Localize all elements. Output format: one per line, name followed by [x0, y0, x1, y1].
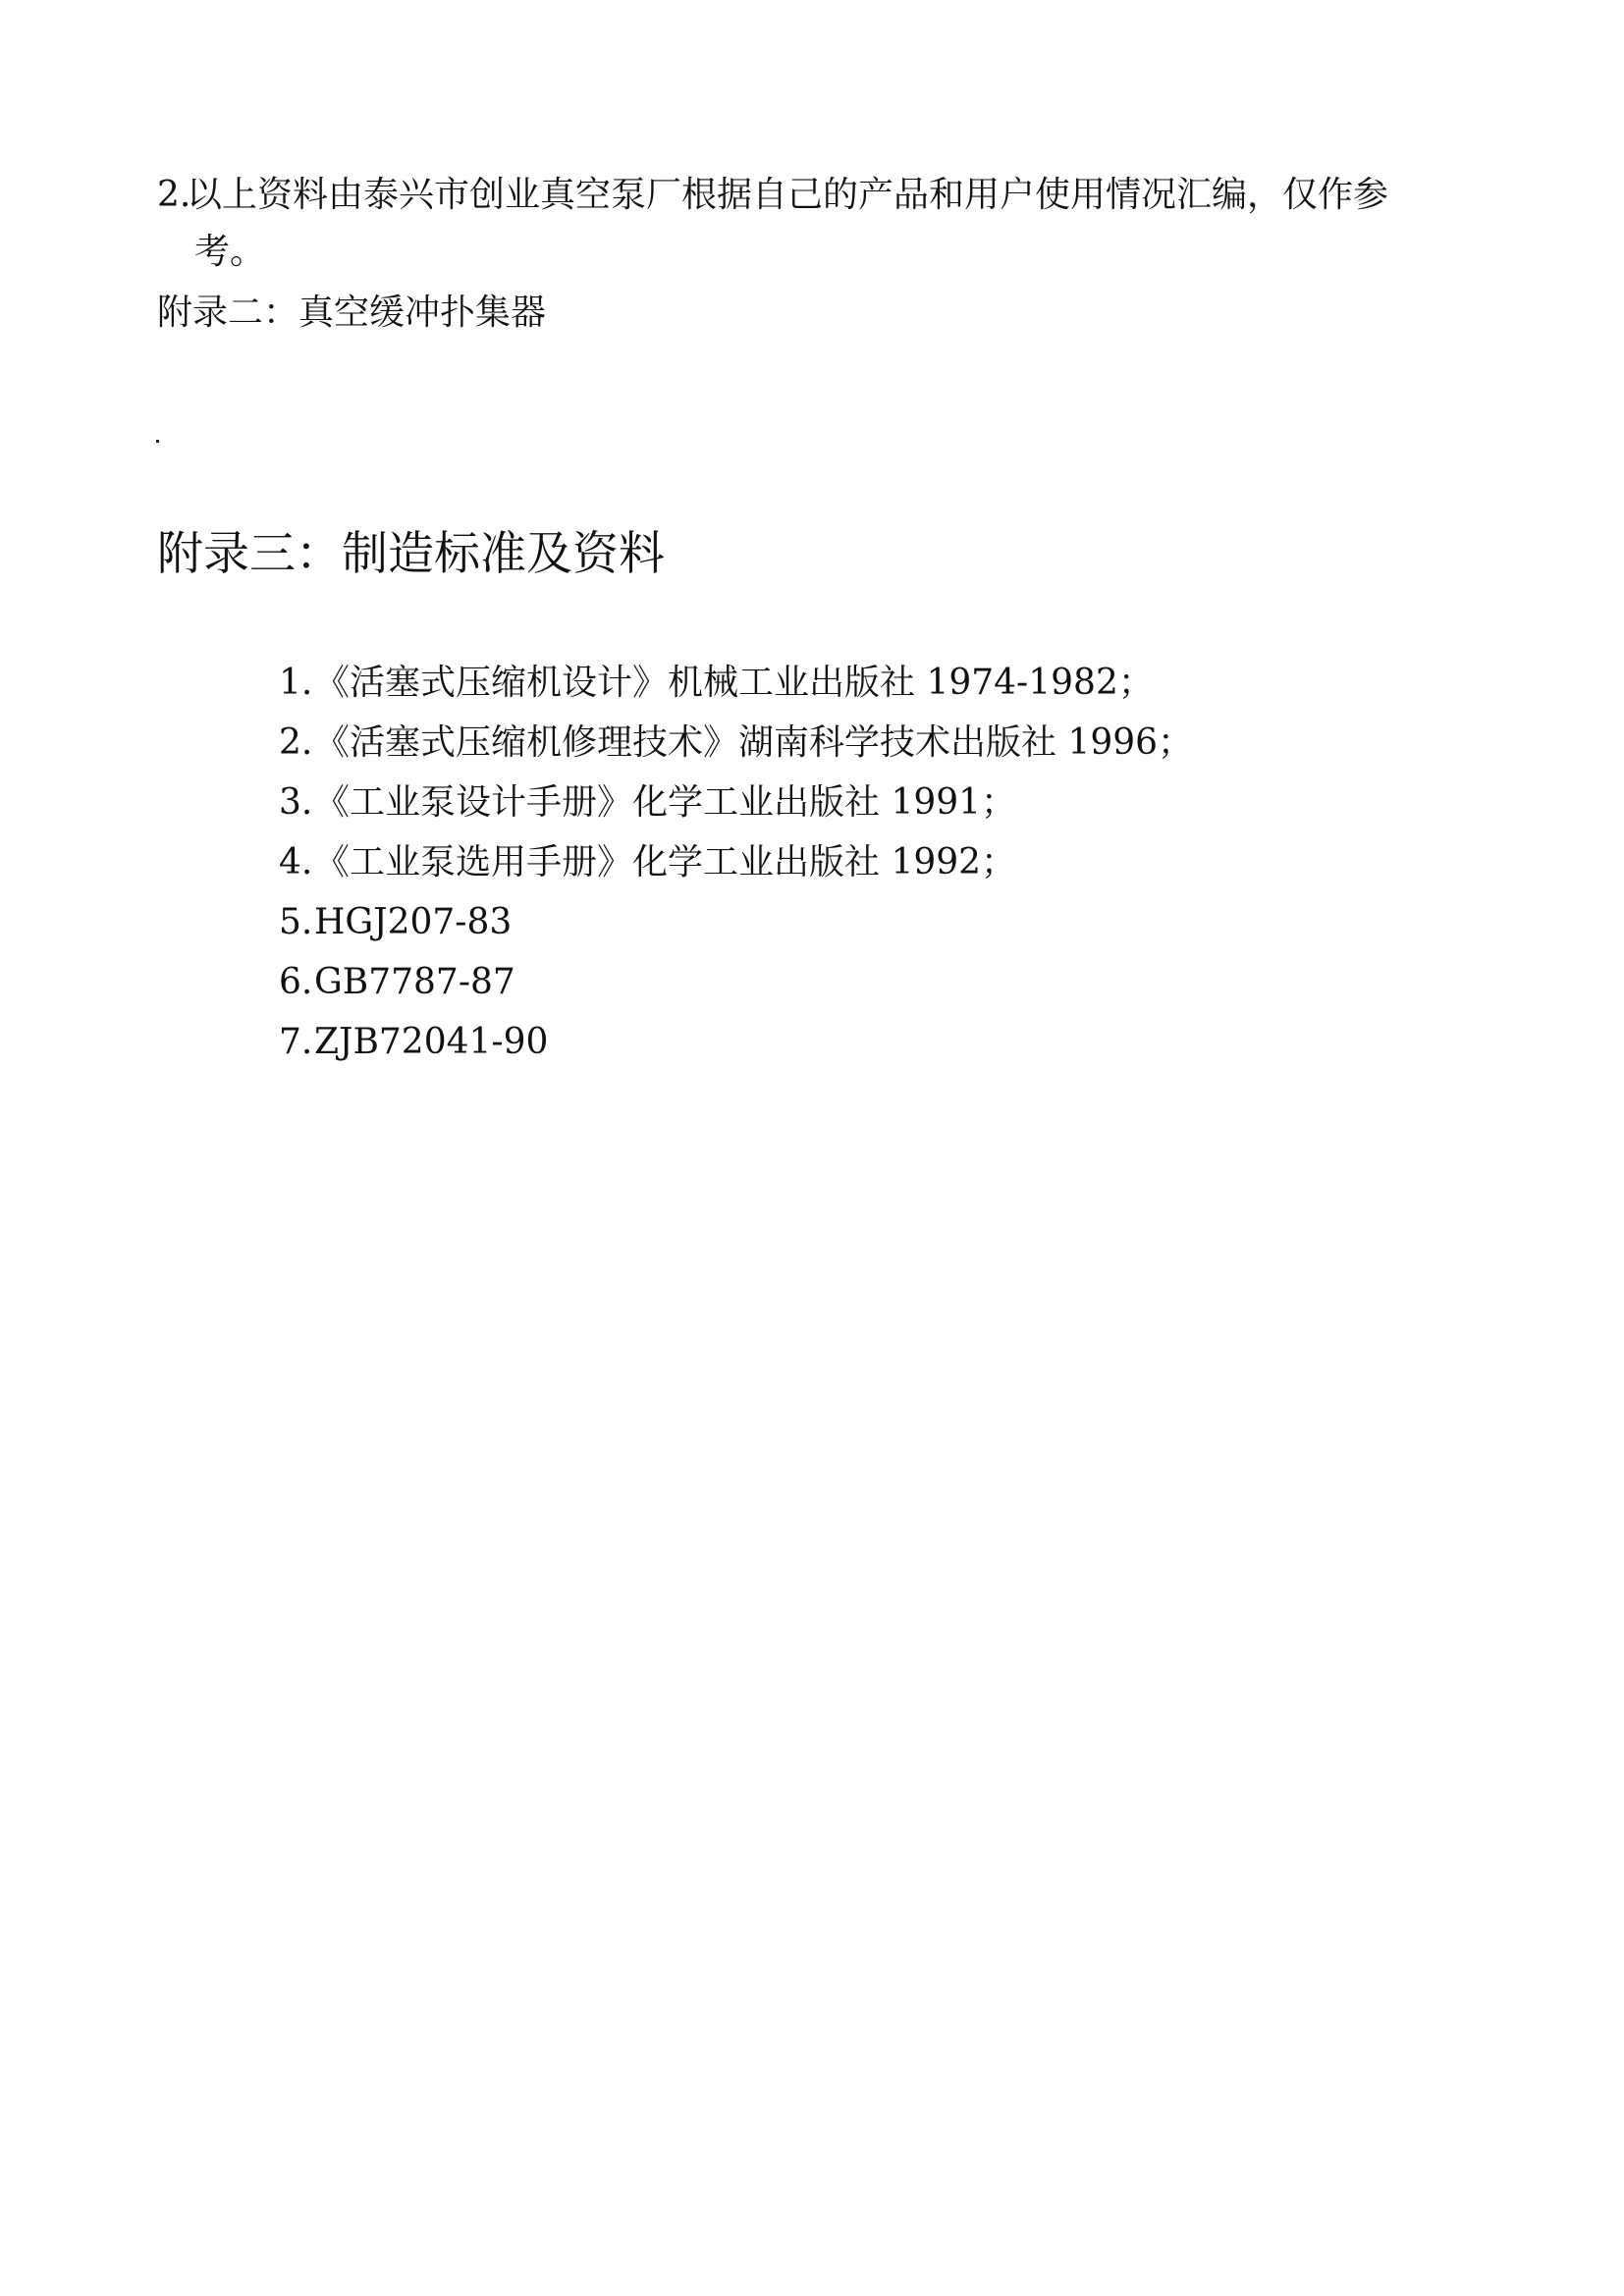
reference-number: 2. [279, 722, 313, 763]
reference-number: 5. [279, 902, 313, 942]
stray-dot [156, 440, 159, 443]
reference-item [279, 773, 1193, 832]
appendix-two-heading: 附录二：真空缓冲扑集器 [157, 293, 547, 333]
reference-number: 4. [279, 842, 313, 882]
reference-item [279, 952, 1193, 1012]
note-text-line-2: 考。 [194, 232, 266, 272]
note-number: 2. [157, 175, 191, 215]
note-text-line-1: 以上资料由泰兴市创业真空泵厂根据自己的产品和用户使用情况汇编，仅作参 [187, 175, 1389, 215]
reference-text: ZJB72041-90 [314, 1022, 549, 1062]
reference-text: GB7787-87 [314, 962, 515, 1002]
reference-text: HGJ207-83 [314, 902, 513, 942]
reference-item [279, 832, 1193, 892]
reference-item [279, 653, 1193, 713]
reference-item [279, 713, 1193, 773]
reference-text: 《活塞式压缩机修理技术》湖南科学技术出版社 1996； [314, 722, 1194, 763]
note-item-2 [157, 167, 1492, 281]
reference-list [279, 653, 1193, 1072]
reference-text: 《工业泵设计手册》化学工业出版社 1991； [314, 782, 1017, 823]
reference-number: 7. [279, 1022, 313, 1062]
reference-number: 6. [279, 962, 313, 1002]
reference-text: 《活塞式压缩机设计》机械工业出版社 1974-1982； [314, 663, 1154, 703]
reference-number: 1. [279, 663, 313, 703]
reference-item [279, 1012, 1193, 1072]
appendix-three-heading: 附录三：制造标准及资料 [157, 527, 665, 581]
reference-text: 《工业泵选用手册》化学工业出版社 1992； [314, 842, 1017, 882]
reference-item [279, 892, 1193, 952]
note-line-1 [157, 167, 1492, 224]
reference-number: 3. [279, 782, 313, 823]
